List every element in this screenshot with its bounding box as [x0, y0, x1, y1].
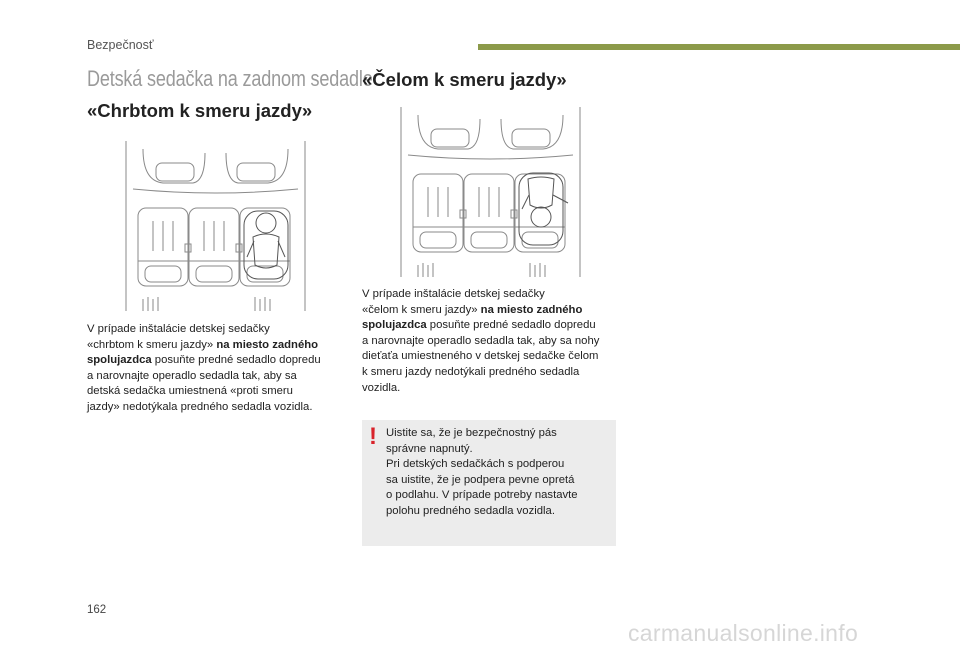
warning-text: Uistite sa, že je bezpečnostný pás správne napnutý. Pri detských sedačkách s podperou sa uistite, že je podpera pevne opretá o podlahu. V prípade potreby nastavte polohu predného sedadla vozidla. [386, 427, 578, 517]
section-title: Detská sedačka na zadnom sedadle [87, 66, 373, 91]
forward-facing-child-seat-icon [398, 107, 583, 282]
rear-facing-heading: «Chrbtom k smeru jazdy» [87, 100, 313, 121]
watermark: carmanualsonline.info [628, 620, 859, 646]
warning-box [362, 420, 616, 546]
forward-facing-paragraph: V prípade inštalácie detskej sedačky «čelom k smeru jazdy» na miesto zadného spolujazdca posuňte predné sedadlo dopredu a narovnajte operadlo sedadla tak, aby sa nohy dieťaťa umiestneného v detskej sedačke čelom k smeru jazdy nedotýkali predného sedadla vozidla. [362, 288, 600, 394]
section-accent-bar [478, 44, 960, 50]
rear-facing-paragraph: V prípade inštalácie detskej sedačky «chrbtom k smeru jazdy» na miesto zadného spolujazdca posuňte predné sedadlo dopredu a narovnajte operadlo sedadla tak, aby sa detská sedačka umiestnená «proti smeru jazdy» nedotýkala predného sedadla vozidla. [87, 323, 321, 413]
section-label: Bezpečnosť [87, 38, 154, 52]
forward-facing-heading: «Čelom k smeru jazdy» [362, 69, 567, 90]
exclamation-mark-icon: ! [369, 423, 377, 450]
page-number: 162 [87, 604, 107, 616]
rear-facing-child-seat-icon [123, 141, 308, 316]
